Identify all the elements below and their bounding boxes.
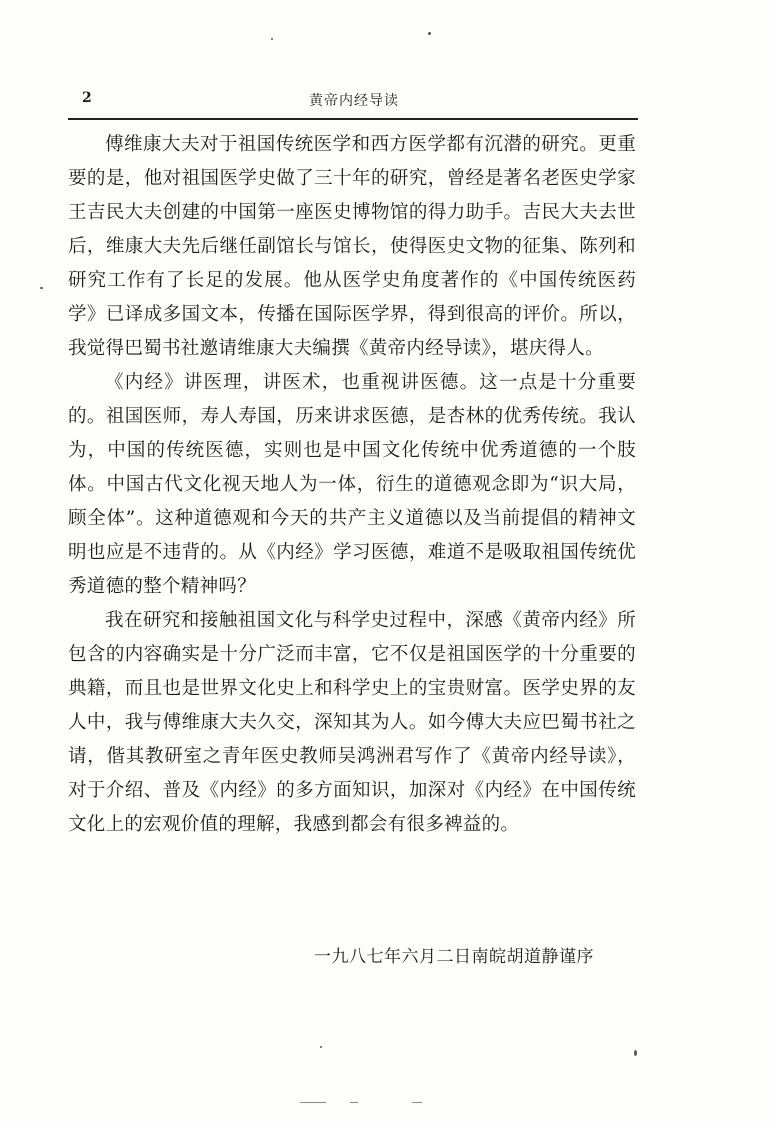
header-rule — [68, 118, 638, 120]
paragraph-3: 我在研究和接触祖国文化与科学史过程中，深感《黄帝内经》所包含的内容确实是十分广泛而丰富，它不仅是祖国医学的十分重要的典籍，而且也是世界文化史上和科学史上的宝贵财富。医学史界的友人中，我与傅维康大夫久交，深知其为人。如今傅大夫应巴蜀书社之请，偕其教研室之青年医史教师吴鸿洲君写作了《黄帝内经导读》，对于介绍、普及《内经》的多方面知识，加深对《内经》在中国传统文化上的宏观价值的理解，我感到都会有很多裨益的。 — [68, 610, 636, 835]
scan-speck — [40, 287, 43, 289]
paragraph-1: 傅维康大夫对于祖国传统医学和西方医学都有沉潜的研究。更重要的是，他对祖国医学史做了三十年的研究，曾经是著名老医史学家王吉民大夫创建的中国第一座医史博物馆的得力助手。吉民大夫去世后，维康大夫先后继任副馆长与馆长，使得医史文物的征集、陈列和研究工作有了长足的发展。他从医学史角度著作的《中国传统医药学》已译成多国文本，传播在国际医学界，得到很高的评价。所以，我觉得巴蜀书社邀请维康大夫编撰《黄帝内经导读》，堪庆得人。 — [68, 134, 636, 359]
page-number: 2 — [82, 90, 92, 106]
paragraph-2: 《内经》讲医理，讲医术，也重视讲医德。这一点是十分重要的。祖国医师，寿人寿国，历来讲求医德，是杏林的优秀传统。我认为，中国的传统医德，实则也是中国文化传统中优秀道德的一个肢体。中国古代文化视天地人为一体，衍生的道德观念即为“识大局，顾全体”。这种道德观和今天的共产主义道德以及当前提倡的精神文明也应是不违背的。从《内经》学习医德，难道不是吸取祖国传统优秀道德的整个精神吗？ — [68, 372, 636, 597]
scan-speck — [320, 1046, 322, 1048]
scan-speck — [300, 1102, 326, 1103]
scan-speck — [271, 38, 273, 40]
scan-speck — [350, 1102, 358, 1103]
running-title: 黄帝内经导读 — [309, 93, 399, 109]
scan-speck — [412, 1102, 422, 1103]
signature-line: 一九八七年六月二日南皖胡道静谨序 — [314, 947, 594, 967]
scan-speck — [428, 32, 431, 35]
scan-speck — [634, 1050, 637, 1056]
page-header — [68, 88, 640, 112]
preface-body — [68, 128, 636, 842]
